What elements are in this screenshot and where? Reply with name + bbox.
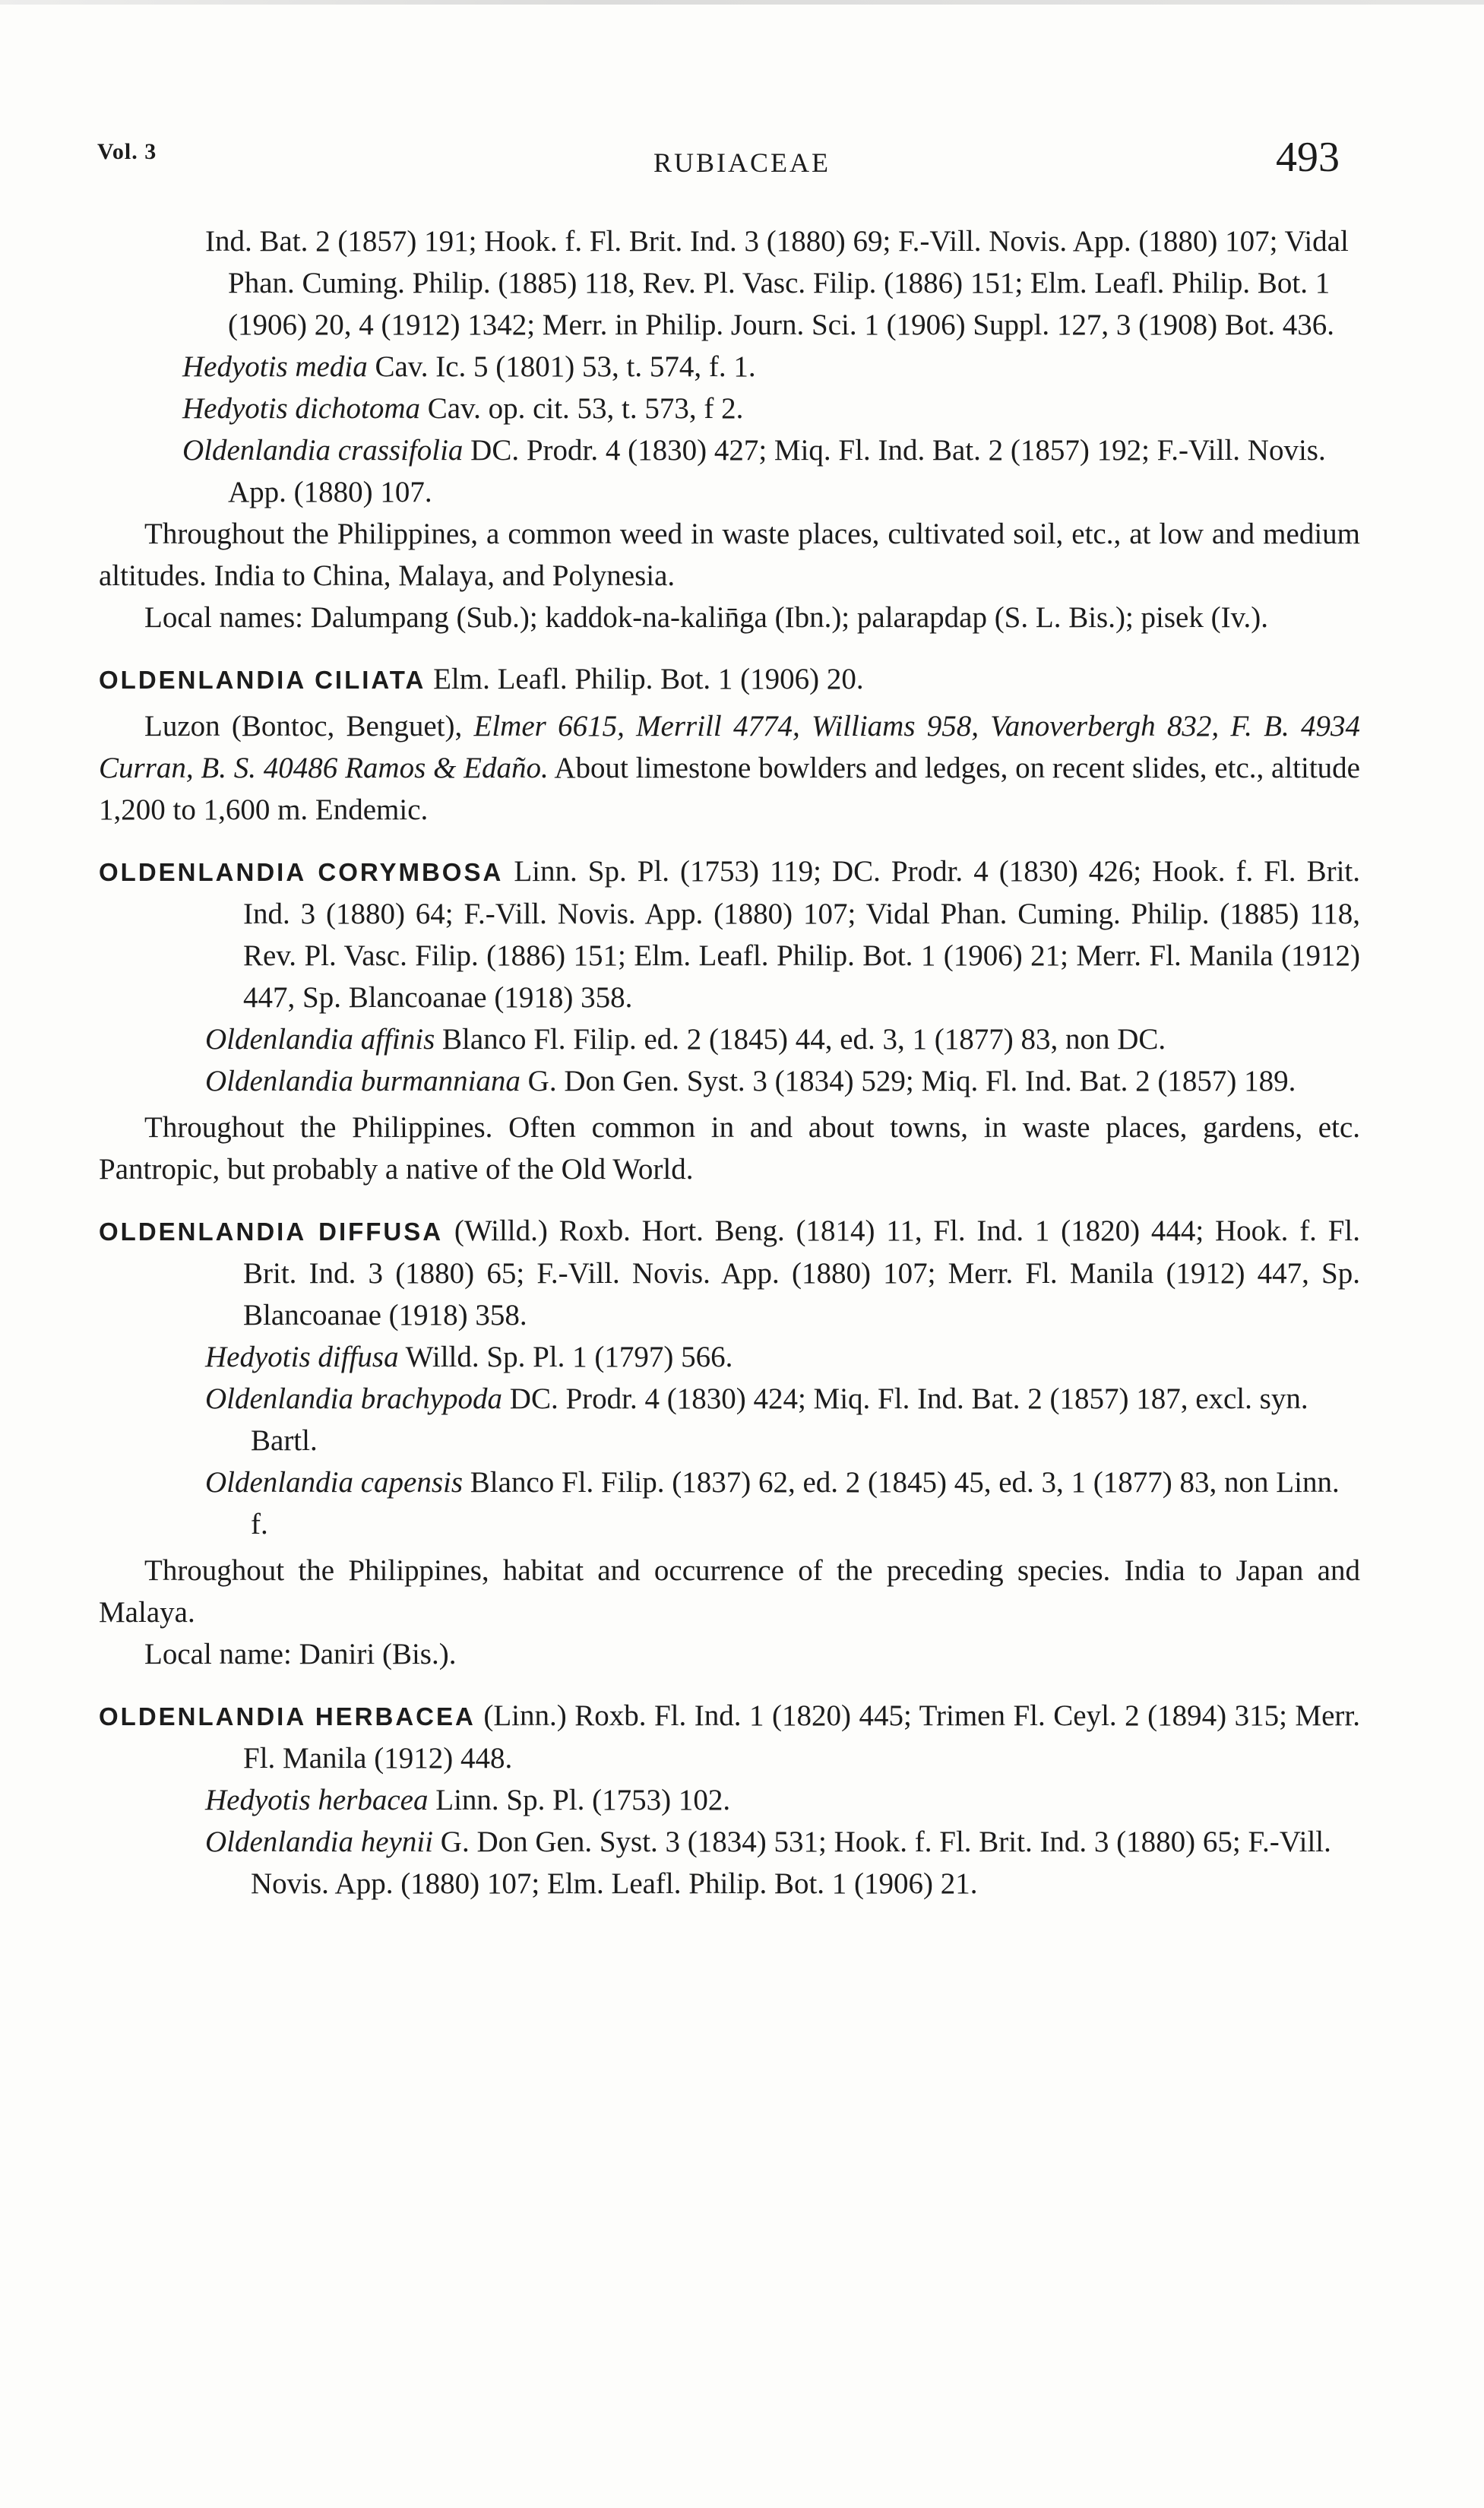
local-names-paragraph: Local names: Dalumpang (Sub.); kaddok-na-kalin̄ga (Ibn.); palarapdap (S. L. Bis.); pisek (Iv.). <box>144 601 1269 634</box>
citation: Elm. Leafl. Philip. Bot. 1 (1906) 20. <box>426 663 864 695</box>
synonym-ref: Cav. Ic. 5 (1801) 53, t. 574, f. 1. <box>367 350 756 383</box>
citation: (Willd.) Roxb. Hort. Beng. (1814) 11, Fl. Ind. 1 (1820) 444; Hook. f. Fl. Brit. Ind. 3 (1880) 65; F.-Vill. Novis. App. (1880) 107; Merr. Fl. Manila (1912) 447, Sp. Blancoanae (1918) 358. <box>243 1214 1360 1332</box>
species-name: OLDENLANDIA DIFFUSA <box>99 1218 444 1246</box>
synonym-ref: DC. Prodr. 4 (1830) 424; Miq. Fl. Ind. Bat. 2 (1857) 187, excl. syn. Bartl. <box>251 1382 1308 1457</box>
synonym <box>99 346 1360 388</box>
synonym-name: Hedyotis diffusa <box>205 1341 399 1373</box>
citation: (Linn.) Roxb. Fl. Ind. 1 (1820) 445; Trimen Fl. Ceyl. 2 (1894) 315; Merr. Fl. Manila (1912) 448. <box>243 1699 1360 1775</box>
synonym-ref: Cav. op. cit. 53, t. 573, f 2. <box>420 392 744 425</box>
synonym-name: Hedyotis herbacea <box>205 1784 429 1816</box>
paragraph-lead: Luzon (Bontoc, Benguet), <box>144 710 474 743</box>
synonym <box>99 1378 1360 1461</box>
synonym <box>99 1336 1360 1378</box>
synonym-ref: G. Don Gen. Syst. 3 (1834) 529; Miq. Fl. Ind. Bat. 2 (1857) 189. <box>520 1065 1296 1097</box>
synonym <box>99 1461 1360 1545</box>
specimen-list: Elmer 6615, Merrill 4774, Williams 958, Vanoverbergh 832, F. B. 4934 Curran, B. S. 40486 Ramos & Edaño. <box>99 710 1360 784</box>
volume-label: Vol. 3 <box>97 139 157 164</box>
species-entry-diffusa <box>99 1210 1360 1675</box>
page-number: 493 <box>1276 134 1340 181</box>
synonym <box>99 1821 1360 1905</box>
species-entry-ciliata <box>99 658 1360 831</box>
specimens-paragraph <box>99 705 1360 831</box>
distribution-paragraph: Throughout the Philippines. Often common in and about towns, in waste places, gardens, etc. Pantropic, but probably a native of the Old World. <box>99 1111 1360 1186</box>
species-entry-herbacea <box>99 1695 1360 1905</box>
synonym-name: Oldenlandia heynii <box>205 1826 434 1858</box>
synonym-ref: G. Don Gen. Syst. 3 (1834) 531; Hook. f. Fl. Brit. Ind. 3 (1880) 65; F.-Vill. Novis. App. (1880) 107; Elm. Leafl. Philip. Bot. 1 (1906) 21. <box>251 1826 1331 1900</box>
synonym-ref: Willd. Sp. Pl. 1 (1797) 566. <box>398 1341 733 1373</box>
entry-heading <box>99 1210 1360 1336</box>
synonym-ref: Linn. Sp. Pl. (1753) 102. <box>428 1784 731 1816</box>
distribution-paragraph: Throughout the Philippines, a common weed in waste places, cultivated soil, etc., at low and medium altitudes. India to China, Malaya, and Polynesia. <box>99 518 1360 592</box>
synonym-name: Oldenlandia capensis <box>205 1466 464 1499</box>
paragraph-tail: About limestone bowlders and ledges, on recent slides, etc., altitude 1,200 to 1,600 m. Endemic. <box>99 752 1360 826</box>
page-body <box>99 220 1360 1905</box>
synonym-name: Hedyotis dichotoma <box>182 392 421 425</box>
synonym-ref: Blanco Fl. Filip. ed. 2 (1845) 44, ed. 3, 1 (1877) 83, non DC. <box>435 1023 1166 1056</box>
running-title: RUBIACEAE <box>653 147 831 178</box>
species-entry-corymbosa <box>99 850 1360 1190</box>
citation: Ind. Bat. 2 (1857) 191; Hook. f. Fl. Brit. Ind. 3 (1880) 69; F.-Vill. Novis. App. (1880) 107; Vidal Phan. Cuming. Philip. (1885) 118, Rev. Pl. Vasc. Filip. (1886) 151; Elm. Leafl. Philip. Bot. 1 (1906) 20, 4 (1912) 1342; Merr. in Philip. Journ. Sci. 1 (1906) Suppl. 127, 3 (1908) Bot. 436. <box>205 225 1349 341</box>
synonym-name: Oldenlandia burmanniana <box>205 1065 521 1097</box>
citation: Linn. Sp. Pl. (1753) 119; DC. Prodr. 4 (1830) 426; Hook. f. Fl. Brit. Ind. 3 (1880) 64; F.-Vill. Novis. App. (1880) 107; Vidal Phan. Cuming. Philip. (1885) 118, Rev. Pl. Vasc. Filip. (1886) 151; Elm. Leafl. Philip. Bot. 1 (1906) 21; Merr. Fl. Manila (1912) 447, Sp. Blancoanae (1918) 358. <box>243 855 1360 1014</box>
species-name: OLDENLANDIA HERBACEA <box>99 1702 476 1731</box>
page-header <box>0 133 1484 201</box>
synonym-ref: DC. Prodr. 4 (1830) 427; Miq. Fl. Ind. Bat. 2 (1857) 192; F.-Vill. Novis. App. (1880) 107. <box>228 434 1326 508</box>
entry-heading <box>99 658 1360 701</box>
synonym <box>99 1018 1360 1060</box>
synonym-ref: Blanco Fl. Filip. (1837) 62, ed. 2 (1845) 45, ed. 3, 1 (1877) 83, non Linn. f. <box>251 1466 1340 1541</box>
local-names-paragraph: Local name: Daniri (Bis.). <box>144 1638 457 1670</box>
synonym-name: Oldenlandia affinis <box>205 1023 435 1056</box>
synonym <box>99 429 1360 513</box>
synonym-name: Hedyotis media <box>182 350 368 383</box>
entry-heading <box>99 850 1360 1018</box>
synonym <box>99 1779 1360 1821</box>
entry-heading <box>99 1695 1360 1779</box>
distribution-paragraph: Throughout the Philippines, habitat and occurrence of the preceding species. India to Japan and Malaya. <box>99 1554 1360 1629</box>
synonym <box>99 1060 1360 1102</box>
continued-entry <box>99 220 1360 638</box>
species-name: OLDENLANDIA CORYMBOSA <box>99 858 504 886</box>
synonym-name: Oldenlandia brachypoda <box>205 1382 503 1415</box>
synonym <box>99 388 1360 429</box>
scan-top-edge <box>0 0 1484 5</box>
species-name: OLDENLANDIA CILIATA <box>99 666 426 694</box>
synonym-name: Oldenlandia crassifolia <box>182 434 464 467</box>
